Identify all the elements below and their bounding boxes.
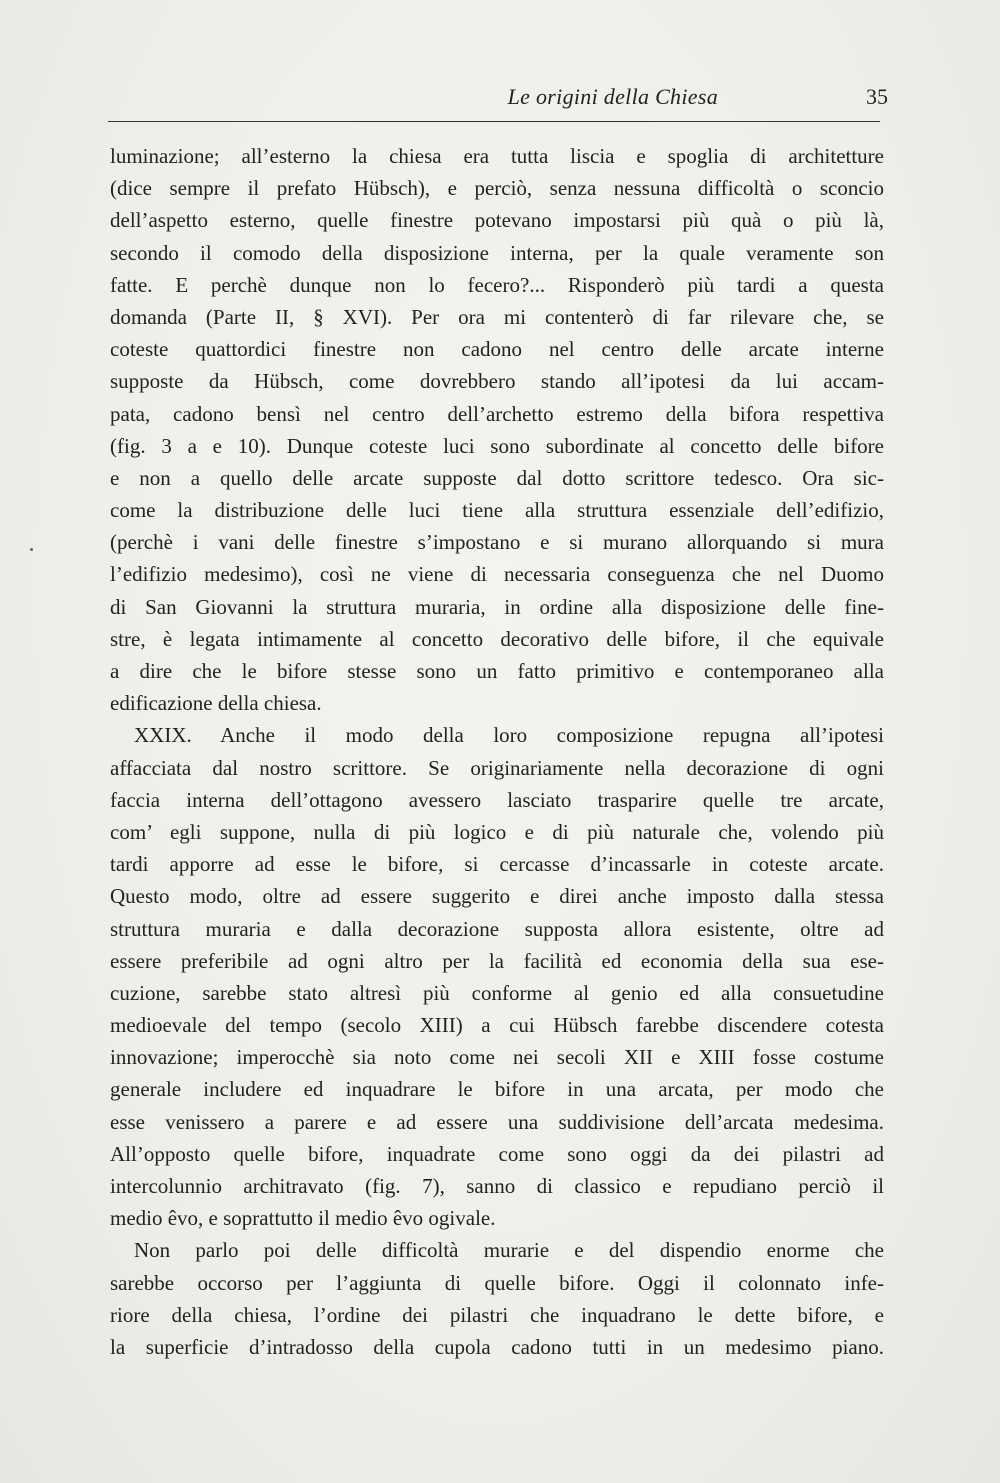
text-line: riore della chiesa, l’ordine dei pilastri che inquadrano le dette bifore, e xyxy=(110,1302,884,1327)
text-line: tardi apporre ad esse le bifore, si cercasse d’incassarle in coteste arcate. xyxy=(110,852,884,877)
text-line: dell’aspetto esterno, quelle finestre potevano impostarsi più quà o più là, xyxy=(110,208,884,233)
text-line: com’ egli suppone, nulla di più logico e di più naturale che, volendo più xyxy=(110,819,884,844)
text-line: di San Giovanni la struttura muraria, in ordine alla disposizione delle fine- xyxy=(110,594,884,619)
text-line: generale includere ed inquadrare le bifore in una arcata, per modo che xyxy=(110,1077,884,1102)
text-line: a dire che le bifore stesse sono un fatto primitivo e contemporaneo alla xyxy=(110,659,884,683)
text-line: faccia interna dell’ottagono avessero lasciato trasparire quelle tre arcate, xyxy=(110,787,884,812)
text-line: Questo modo, oltre ad essere suggerito e direi anche imposto dalla stessa xyxy=(110,884,884,909)
text-line: la superficie d’intradosso della cupola cadono tutti in un medesimo piano. xyxy=(110,1334,884,1359)
text-line: come la distribuzione delle luci tiene alla struttura essenziale dell’edifizio, xyxy=(110,498,884,523)
text-line: innovazione; imperocchè sia noto come nei secoli XII e XIII fosse costume xyxy=(110,1045,884,1070)
text-line: cuzione, sarebbe stato altresì più conforme al genio ed alla consuetudine xyxy=(110,980,884,1005)
body-text xyxy=(110,140,884,1363)
paragraph-start-line: XXIX. Anche il modo della loro composizione repugna all’ipotesi xyxy=(134,723,884,748)
text-line: All’opposto quelle bifore, inquadrate come sono oggi da dei pilastri ad xyxy=(110,1141,884,1166)
text-line: (perchè i vani delle finestre s’impostano e si murano allorquando si mura xyxy=(110,530,884,555)
text-line: secondo il comodo della disposizione interna, per la quale veramente son xyxy=(110,240,884,265)
paper-speck xyxy=(30,548,33,551)
running-title: Le origini della Chiesa xyxy=(507,84,718,109)
header-rule xyxy=(108,121,880,122)
text-line: essere preferibile ad ogni altro per la facilità ed economia della sua ese- xyxy=(110,948,884,973)
text-line: medioevale del tempo (secolo XIII) a cui Hübsch farebbe discendere cotesta xyxy=(110,1013,884,1038)
text-line: l’edifizio medesimo), così ne viene di necessaria conseguenza che nel Duomo xyxy=(110,562,884,587)
text-line: intercolunnio architravato (fig. 7), sanno di classico e repudiano perciò il xyxy=(110,1174,884,1198)
text-line: stre, è legata intimamente al concetto decorativo delle bifore, il che equivale xyxy=(110,626,884,651)
text-line: e non a quello delle arcate supposte dal dotto scrittore tedesco. Ora sic- xyxy=(110,465,884,490)
text-line: domanda (Parte II, § XVI). Per ora mi contenterò di far rilevare che, se xyxy=(110,304,884,329)
text-line: luminazione; all’esterno la chiesa era tutta liscia e spoglia di architetture xyxy=(110,144,884,168)
text-line: affacciata dal nostro scrittore. Se originariamente nella decorazione di ogni xyxy=(110,755,884,780)
text-line: pata, cadono bensì nel centro dell’archetto estremo della bifora respettiva xyxy=(110,401,884,426)
running-head xyxy=(108,82,888,116)
text-line: fatte. E perchè dunque non lo fecero?... Risponderò più tardi a questa xyxy=(110,272,884,297)
paragraph-start-line: Non parlo poi delle difficoltà murarie e del dispendio enorme che xyxy=(134,1238,884,1263)
page-number: 35 xyxy=(866,84,888,109)
text-line: sarebbe occorso per l’aggiunta di quelle bifore. Oggi il colonnato infe- xyxy=(110,1270,884,1295)
text-line: (dice sempre il prefato Hübsch), e perciò, senza nessuna difficoltà o sconcio xyxy=(110,176,884,201)
paragraph-end-line: edificazione della chiesa. xyxy=(110,691,322,716)
text-line: supposte da Hübsch, come dovrebbero stando all’ipotesi da lui accam- xyxy=(110,369,884,394)
text-line: struttura muraria e dalla decorazione supposta allora esistente, oltre ad xyxy=(110,916,884,941)
text-line: (fig. 3 a e 10). Dunque coteste luci sono subordinate al concetto delle bifore xyxy=(110,433,884,458)
text-line: coteste quattordici finestre non cadono nel centro delle arcate interne xyxy=(110,337,884,362)
text-line: esse venissero a parere e ad essere una suddivisione dell’arcata medesima. xyxy=(110,1109,884,1134)
paragraph-end-line: medio êvo, e soprattutto il medio êvo ogivale. xyxy=(110,1206,496,1231)
